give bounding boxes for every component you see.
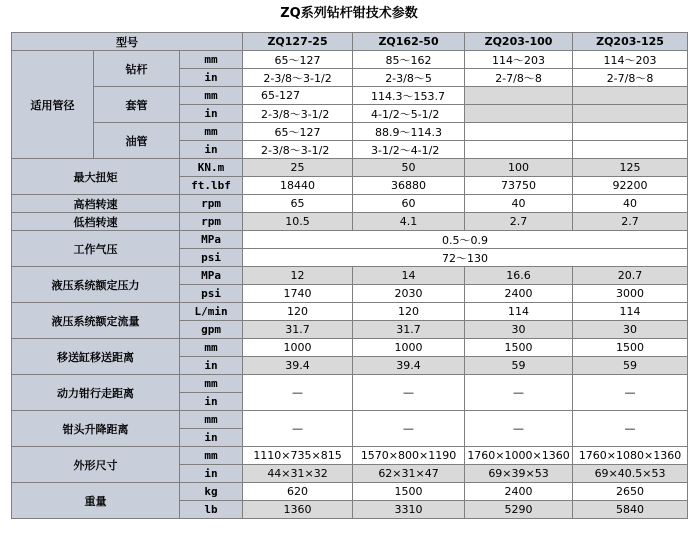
model-name: ZQ127-25 [243,33,353,51]
unit-label: mm [180,411,243,429]
value-cell: 1760×1080×1360 [573,447,688,465]
empty-cell [573,123,688,141]
value-cell: — [573,411,688,447]
value-cell: 1000 [243,339,353,357]
value-cell: 59 [465,357,573,375]
value-cell: — [465,411,573,447]
lift-distance-label: 钳头升降距离 [12,411,180,447]
low-speed-label: 低档转速 [12,213,180,231]
unit-label: in [180,105,243,123]
unit-label: L/min [180,303,243,321]
value-cell: 59 [573,357,688,375]
unit-label: mm [180,375,243,393]
value-cell: 20.7 [573,267,688,285]
unit-label: in [180,141,243,159]
value-cell: 73750 [465,177,573,195]
value-cell: 620 [243,483,353,501]
value-cell: 2-3/8～3-1/2 [243,69,353,87]
value-cell: 1570×800×1190 [353,447,465,465]
unit-label: gpm [180,321,243,339]
value-cell: 65 [243,195,353,213]
unit-label: KN.m [180,159,243,177]
value-cell: 10.5 [243,213,353,231]
value-cell: 2-7/8～8 [573,69,688,87]
value-cell: 25 [243,159,353,177]
value-cell: 65～127 [243,51,353,69]
value-cell: — [243,411,353,447]
value-cell: 60 [353,195,465,213]
value-cell: 114 [573,303,688,321]
table-row [12,375,688,393]
hyd-flow-label: 液压系统额定流量 [12,303,180,339]
value-cell: 12 [243,267,353,285]
value-cell: 2.7 [465,213,573,231]
pipe-range-label: 适用管径 [12,51,94,159]
value-cell: 88.9～114.3 [353,123,465,141]
unit-label: psi [180,249,243,267]
unit-label: mm [180,447,243,465]
shift-distance-label: 移送缸移送距离 [12,339,180,375]
dimensions-label: 外形尺寸 [12,447,180,483]
value-cell: 114～203 [465,51,573,69]
working-pressure-label: 工作气压 [12,231,180,267]
value-cell: — [243,375,353,411]
unit-label: MPa [180,267,243,285]
table-row [12,447,688,465]
spec-table [11,32,688,519]
unit-label: mm [180,51,243,69]
unit-label: psi [180,285,243,303]
value-cell: 3000 [573,285,688,303]
model-name: ZQ162-50 [353,33,465,51]
empty-cell [465,87,573,105]
value-cell: 1360 [243,501,353,519]
value-cell: 2650 [573,483,688,501]
value-cell: 40 [465,195,573,213]
value-cell: 1760×1000×1360 [465,447,573,465]
table-row [12,213,688,231]
unit-label: rpm [180,213,243,231]
empty-cell [465,141,573,159]
value-cell: 39.4 [243,357,353,375]
value-cell: 5290 [465,501,573,519]
value-cell: 50 [353,159,465,177]
unit-label: MPa [180,231,243,249]
value-cell: 31.7 [243,321,353,339]
table-row [12,483,688,501]
value-cell: 62×31×47 [353,465,465,483]
value-cell: 36880 [353,177,465,195]
value-cell: 100 [465,159,573,177]
drill-pipe-label: 钻杆 [94,51,180,87]
value-cell: 2-3/8～5 [353,69,465,87]
unit-label: rpm [180,195,243,213]
value-cell: 2400 [465,285,573,303]
value-cell: — [465,375,573,411]
value-cell: 72～130 [243,249,688,267]
value-cell: 69×40.5×53 [573,465,688,483]
table-row [12,87,688,105]
hyd-pressure-label: 液压系统额定压力 [12,267,180,303]
table-row [12,231,688,249]
weight-label: 重量 [12,483,180,519]
page-title: ZQ系列钻杆钳技术参数 [280,6,418,21]
value-cell: 4.1 [353,213,465,231]
value-cell: 1500 [353,483,465,501]
unit-label: mm [180,123,243,141]
value-cell: 92200 [573,177,688,195]
table-row [12,339,688,357]
value-cell: 1000 [353,339,465,357]
table-row [12,123,688,141]
empty-cell [573,105,688,123]
casing-label: 套管 [94,87,180,123]
unit-label: kg [180,483,243,501]
unit-label: in [180,465,243,483]
model-name: ZQ203-100 [465,33,573,51]
value-cell: 65～127 [243,123,353,141]
value-cell: 1110×735×815 [243,447,353,465]
model-name: ZQ203-125 [573,33,688,51]
value-cell: — [573,375,688,411]
empty-cell [573,141,688,159]
value-cell: 30 [465,321,573,339]
value-cell: 31.7 [353,321,465,339]
value-cell: 114.3～153.7 [353,87,465,105]
value-cell: 5840 [573,501,688,519]
empty-cell [465,105,573,123]
table-row [12,159,688,177]
model-header: 型号 [12,33,243,51]
value-cell: 2400 [465,483,573,501]
value-cell: 2.7 [573,213,688,231]
value-cell: 114 [465,303,573,321]
value-cell: 1740 [243,285,353,303]
value-cell: 3-1/2～4-1/2 [353,141,465,159]
value-cell: 16.6 [465,267,573,285]
unit-label: ft.lbf [180,177,243,195]
value-cell: 30 [573,321,688,339]
empty-cell [465,123,573,141]
value-cell: 69×39×53 [465,465,573,483]
unit-label: mm [180,339,243,357]
table-row [12,195,688,213]
empty-cell [573,87,688,105]
table-row [12,267,688,285]
value-cell: 125 [573,159,688,177]
unit-label: mm [180,87,243,105]
value-cell: — [353,411,465,447]
unit-label: in [180,69,243,87]
header-row [12,33,688,51]
table-row [12,303,688,321]
value-cell: 114～203 [573,51,688,69]
value-cell: 2-7/8～8 [465,69,573,87]
table-row [12,51,688,69]
value-cell: 2030 [353,285,465,303]
value-cell: — [353,375,465,411]
value-cell: 0.5～0.9 [243,231,688,249]
value-cell: 40 [573,195,688,213]
value-cell: 3310 [353,501,465,519]
value-cell: 1500 [465,339,573,357]
tubing-label: 油管 [94,123,180,159]
value-cell: 120 [243,303,353,321]
high-speed-label: 高档转速 [12,195,180,213]
value-cell: 44×31×32 [243,465,353,483]
unit-label: lb [180,501,243,519]
value-cell: 120 [353,303,465,321]
table-row [12,411,688,429]
max-torque-label: 最大扭矩 [12,159,180,195]
travel-distance-label: 动力钳行走距离 [12,375,180,411]
value-cell: 65-127 [243,87,353,105]
value-cell: 2-3/8～3-1/2 [243,105,353,123]
value-cell: 2-3/8～3-1/2 [243,141,353,159]
value-cell: 14 [353,267,465,285]
unit-label: in [180,429,243,447]
unit-label: in [180,393,243,411]
value-cell: 4-1/2～5-1/2 [353,105,465,123]
value-cell: 39.4 [353,357,465,375]
value-cell: 18440 [243,177,353,195]
value-cell: 85～162 [353,51,465,69]
unit-label: in [180,357,243,375]
value-cell: 1500 [573,339,688,357]
